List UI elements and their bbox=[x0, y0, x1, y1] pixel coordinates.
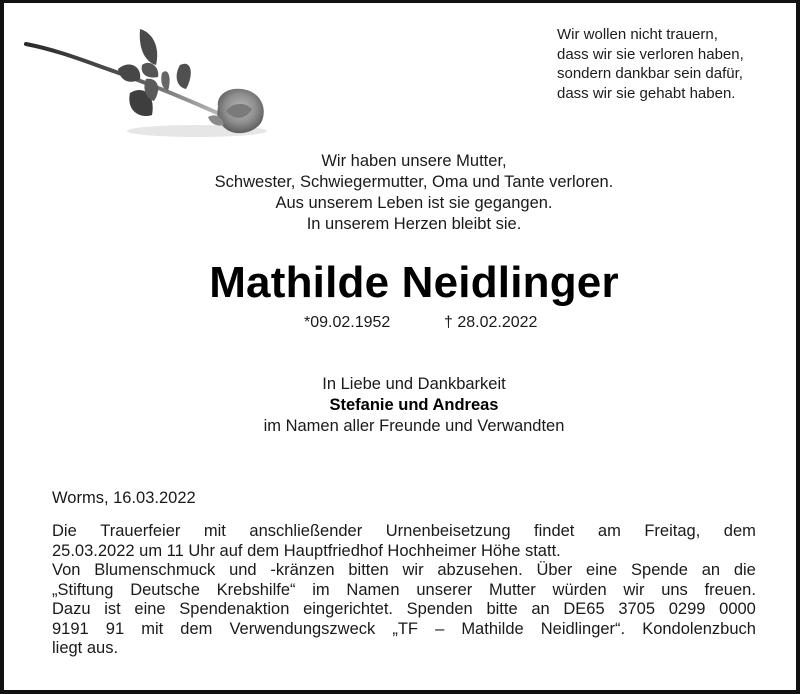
body-word: eingerichtet. bbox=[303, 600, 393, 618]
body-word: Die bbox=[52, 522, 77, 540]
body-word: Mathilde bbox=[461, 619, 524, 638]
body-word: am bbox=[597, 522, 621, 540]
body-word: findet bbox=[534, 522, 575, 540]
body-word: eine bbox=[134, 600, 166, 618]
body-word: an bbox=[701, 561, 721, 579]
poem-quote bbox=[557, 25, 787, 103]
intro-line: Wir haben unsere Mutter, bbox=[321, 152, 507, 170]
poem-line: sondern dankbar sein dafür, bbox=[557, 65, 743, 82]
body-word: 3705 bbox=[618, 600, 656, 618]
birth-date: *09.02.1952 bbox=[304, 314, 391, 331]
body-word: DE65 bbox=[563, 600, 605, 618]
body-word: Deutsche bbox=[130, 580, 200, 599]
body-word: Spende bbox=[631, 561, 688, 579]
body-word: und bbox=[229, 561, 257, 579]
body-word: 9191 bbox=[52, 619, 89, 638]
death-date: † 28.02.2022 bbox=[444, 314, 538, 331]
body-word: 91 bbox=[105, 619, 125, 638]
poem-line: Wir wollen nicht trauern, bbox=[557, 26, 718, 43]
body-word: dem bbox=[180, 619, 213, 638]
body-word: an bbox=[531, 600, 550, 618]
body-word: Namen bbox=[346, 580, 400, 599]
body-word: Von bbox=[52, 561, 81, 579]
funeral-details bbox=[52, 522, 756, 659]
body-word: wir bbox=[402, 561, 424, 579]
body-word: Mutter bbox=[489, 580, 536, 599]
body-word: 0000 bbox=[719, 600, 756, 618]
body-word: Über bbox=[536, 561, 573, 579]
body-word: Kondolenzbuch bbox=[642, 619, 756, 638]
intro-line: In unserem Herzen bleibt sie. bbox=[306, 215, 522, 233]
body-word: mit bbox=[141, 619, 164, 638]
body-word: Urnenbeisetzung bbox=[385, 522, 511, 540]
body-word: – bbox=[435, 619, 445, 638]
intro-line: Aus unserem Leben ist sie gegangen. bbox=[275, 194, 553, 212]
body-word: Spenden bbox=[406, 600, 473, 618]
body-word: wir bbox=[623, 580, 645, 599]
body-word: freuen. bbox=[704, 580, 756, 599]
family-signature bbox=[104, 374, 724, 437]
place-date: Worms, 16.03.2022 bbox=[52, 489, 196, 507]
body-word: eine bbox=[586, 561, 618, 579]
body-word: uns bbox=[661, 580, 688, 599]
relatives-line: im Namen aller Freunde und Verwandten bbox=[263, 417, 565, 435]
body-line bbox=[52, 561, 756, 581]
body-word: Trauerfeier bbox=[100, 522, 181, 540]
intro-text bbox=[104, 151, 724, 235]
body-word: Neidlinger“. bbox=[540, 619, 626, 638]
body-word: Spendenaktion bbox=[179, 600, 290, 618]
body-word: dem bbox=[723, 522, 756, 540]
body-word: mit bbox=[203, 522, 226, 540]
body-word: unserer bbox=[416, 580, 473, 599]
body-line bbox=[52, 600, 756, 620]
body-word: „TF bbox=[392, 619, 418, 638]
body-word: Verwendungszweck bbox=[229, 619, 376, 638]
body-word: liegt aus. bbox=[52, 639, 119, 657]
body-word: -kränzen bbox=[270, 561, 335, 579]
body-word: die bbox=[733, 561, 756, 579]
family-names: Stefanie und Andreas bbox=[329, 396, 499, 414]
body-word: 25.03.2022 um 11 Uhr auf dem Hauptfriedhof Hochheimer Höhe statt. bbox=[52, 541, 561, 560]
body-word: Krebshilfe“ bbox=[216, 580, 296, 599]
body-line bbox=[52, 542, 756, 562]
life-dates bbox=[284, 314, 584, 336]
body-word: „Stiftung bbox=[52, 580, 114, 599]
body-word: im bbox=[312, 580, 330, 599]
body-word: 0299 bbox=[668, 600, 706, 618]
body-word: Dazu bbox=[52, 600, 91, 618]
body-word: abzusehen. bbox=[437, 561, 523, 579]
body-word: würden bbox=[552, 580, 607, 599]
poem-line: dass wir sie verloren haben, bbox=[557, 45, 744, 63]
body-line bbox=[52, 522, 756, 542]
body-word: anschließender bbox=[249, 522, 363, 540]
body-word: bitte bbox=[486, 600, 518, 618]
body-line bbox=[52, 581, 756, 601]
body-line bbox=[52, 620, 756, 640]
rose-icon bbox=[22, 19, 272, 149]
poem-line: dass wir sie gehabt haben. bbox=[557, 84, 736, 102]
body-word: ist bbox=[104, 600, 121, 618]
body-word: Freitag, bbox=[644, 522, 701, 540]
deceased-name: Mathilde Neidlinger bbox=[209, 258, 619, 307]
body-word: Blumenschmuck bbox=[94, 561, 216, 579]
intro-line: Schwester, Schwiegermutter, Oma und Tante verloren. bbox=[214, 173, 614, 191]
body-line bbox=[52, 639, 756, 659]
body-word: bitten bbox=[348, 561, 389, 579]
gratitude-line: In Liebe und Dankbarkeit bbox=[322, 375, 506, 393]
